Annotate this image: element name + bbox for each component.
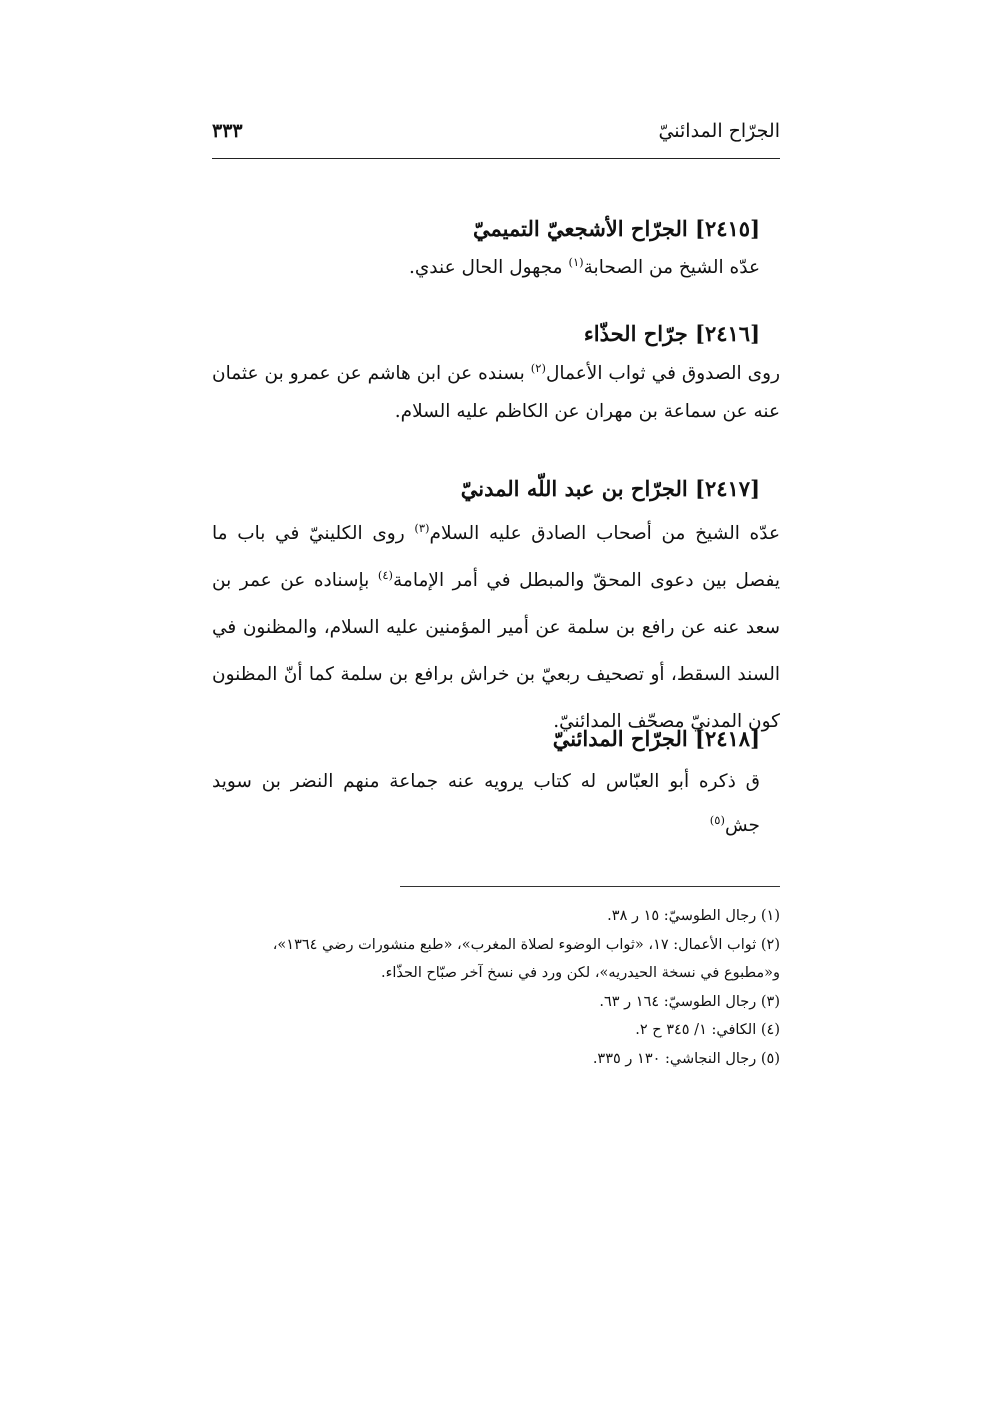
- body-text: بسنده عن ابن هاشم عن عمرو بن عثمان عنه عن سماعة بن مهران عن الكاظم عليه السلام.: [212, 363, 780, 422]
- entry-number: [٢٤١٨]: [695, 726, 760, 751]
- entry-body: [212, 355, 780, 431]
- footnote-2: [212, 931, 780, 988]
- body-text: ق ذكره أبو العبّاس له كتاب يرويه عنه جماعة منهم النضر بن سويد جش: [212, 771, 760, 836]
- entry-title: الجرّاح الأشجعيّ التميميّ: [473, 216, 688, 241]
- entry-number: [٢٤١٧]: [695, 476, 760, 501]
- entry-2416: [212, 319, 780, 431]
- entry-body: [212, 760, 760, 848]
- body-text: عدّه الشيخ من أصحاب الصادق عليه السلام: [429, 523, 780, 544]
- running-title: الجرّاح المدائنيّ: [658, 120, 780, 142]
- footnote-ref[interactable]: (٤): [377, 567, 394, 582]
- entry-number: [٢٤١٦]: [695, 321, 760, 346]
- footnote-4: (٤) الكافي: ١/ ٣٤٥ ح ٢.: [635, 1022, 780, 1038]
- footnote-ref[interactable]: (٥): [709, 812, 725, 827]
- footnote-ref[interactable]: (٣): [414, 520, 430, 535]
- body-text: مجهول الحال عندي.: [408, 257, 569, 278]
- entry-heading: [212, 724, 760, 754]
- entry-2417: [212, 474, 780, 745]
- entry-2415: [212, 214, 760, 286]
- entry-body: [212, 510, 780, 745]
- entry-heading: [212, 319, 760, 349]
- footnote-1: (١) رجال الطوسيّ: ١٥ ر ٣٨.: [607, 908, 780, 924]
- body-text: بإسناده عن عمر بن سعد عنه عن رافع بن سلمة عن أمير المؤمنين عليه السلام، والمظنون في السند السقط، أو تصحيف ربعيّ بن خراش برافع بن سلمة كما أنّ المظنون كون المدنيّ مصحّف المدائنيّ.: [212, 570, 780, 732]
- entry-heading: [212, 214, 760, 244]
- footnote-ref[interactable]: (١): [568, 254, 584, 269]
- body-text: روى الصدوق في ثواب الأعمال: [545, 363, 780, 384]
- entry-title: الجرّاح المدائنيّ: [552, 726, 688, 751]
- page-number: ٣٣٣: [212, 120, 243, 142]
- footnote-separator: [400, 886, 780, 887]
- footnote-5: (٥) رجال النجاشي: ١٣٠ ر ٣٣٥.: [592, 1050, 780, 1067]
- footnote-continuation: و«مطبوع في نسخة الحيدريه»، لكن ورد في نسخ آخر صبّاح الحذّاء.: [380, 965, 780, 981]
- entry-2418: [212, 724, 760, 848]
- footnote-ref[interactable]: (٢): [530, 360, 546, 375]
- entry-body: [212, 250, 760, 286]
- entry-title: جرّاح الحذّاء: [583, 321, 688, 346]
- footnotes: [212, 902, 780, 1073]
- entry-number: [٢٤١٥]: [695, 216, 760, 241]
- footnote-3: (٣) رجال الطوسيّ: ١٦٤ ر ٦٣.: [599, 993, 780, 1010]
- footnote-text: (٢) ثواب الأعمال: ١٧، «ثواب الوضوء لصلاة المغرب»، «طبع منشورات رضي ١٣٦٤»،: [272, 936, 780, 953]
- body-text: روى الكلينيّ في باب ما يفصل بين دعوى المحقّ والمبطل في أمر الإمامة: [212, 523, 780, 591]
- entry-title: الجرّاح بن عبد اللّه المدنيّ: [460, 476, 688, 501]
- page-header: [212, 118, 780, 159]
- entry-heading: [212, 474, 760, 504]
- body-text: عدّه الشيخ من الصحابة: [583, 257, 760, 278]
